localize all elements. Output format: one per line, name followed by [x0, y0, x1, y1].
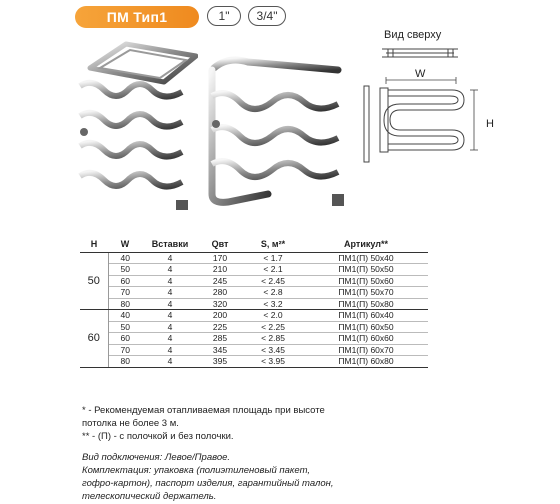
cell-article: ПМ1(П) 50x60 [304, 275, 428, 287]
cell-w: 40 [108, 310, 142, 322]
product-title-banner [75, 6, 199, 28]
cell-inserts: 4 [142, 344, 198, 356]
cell-area: < 2.8 [242, 287, 304, 299]
height-cell: 60 [80, 310, 108, 368]
cell-inserts: 4 [142, 298, 198, 310]
cell-area: < 3.45 [242, 344, 304, 356]
cell-w: 80 [108, 356, 142, 368]
cell-inserts: 4 [142, 252, 198, 264]
height-cell: 50 [80, 252, 108, 310]
cell-power: 200 [198, 310, 242, 322]
kit-contents-2: гофро-картон), паспорт изделия, гарантийный талон, [82, 478, 334, 489]
cell-inserts: 4 [142, 356, 198, 368]
width-dimension-label: W [415, 68, 426, 80]
cell-inserts: 4 [142, 287, 198, 299]
cell-inserts: 4 [142, 333, 198, 345]
cell-w: 50 [108, 321, 142, 333]
size-option-3-4-inch[interactable] [248, 6, 286, 26]
cell-power: 245 [198, 275, 242, 287]
cell-article: ПМ1(П) 50x80 [304, 298, 428, 310]
table-row [80, 356, 428, 368]
height-dimension-label: H [486, 118, 494, 130]
front-view-drawing [360, 76, 484, 168]
cell-w: 60 [108, 275, 142, 287]
cell-power: 170 [198, 252, 242, 264]
cell-area: < 3.95 [242, 356, 304, 368]
cell-area: < 2.85 [242, 333, 304, 345]
cell-w: 80 [108, 298, 142, 310]
cell-article: ПМ1(П) 50x70 [304, 287, 428, 299]
cell-inserts: 4 [142, 321, 198, 333]
table-row [80, 321, 428, 333]
cell-inserts: 4 [142, 275, 198, 287]
size-option-1-inch[interactable] [207, 6, 241, 26]
cell-area: < 2.0 [242, 310, 304, 322]
footnote-area-cont: потолка не более 3 м. [82, 418, 179, 429]
table-row [80, 252, 428, 264]
cell-power: 210 [198, 264, 242, 276]
cell-article: ПМ1(П) 60x80 [304, 356, 428, 368]
header-w: W [108, 236, 142, 252]
header-power: Qвт [198, 236, 242, 252]
cell-w: 50 [108, 264, 142, 276]
cell-w: 40 [108, 252, 142, 264]
cell-inserts: 4 [142, 310, 198, 322]
kit-contents-1: Комплектация: упаковка (полиэтиленовый пакет, [82, 465, 311, 476]
footnote-area: * - Рекомендуемая отапливаемая площадь при высоте [82, 405, 325, 416]
cell-article: ПМ1(П) 60x60 [304, 333, 428, 345]
cell-area: < 2.25 [242, 321, 304, 333]
table-row [80, 275, 428, 287]
top-view-drawing [378, 43, 462, 65]
header-h: H [80, 236, 108, 252]
cell-inserts: 4 [142, 264, 198, 276]
cell-area: < 1.7 [242, 252, 304, 264]
cell-article: ПМ1(П) 50x50 [304, 264, 428, 276]
spacer [82, 443, 522, 451]
cell-w: 70 [108, 287, 142, 299]
cell-article: ПМ1(П) 60x70 [304, 344, 428, 356]
footnote-shelf: ** - (П) - с полочкой и без полочки. [82, 431, 234, 442]
cell-area: < 2.1 [242, 264, 304, 276]
header-area: S, м²* [242, 236, 304, 252]
size-label: 1" [218, 9, 230, 23]
table-row [80, 344, 428, 356]
cell-article: ПМ1(П) 50x40 [304, 252, 428, 264]
cell-w: 60 [108, 333, 142, 345]
table-row [80, 310, 428, 322]
cell-power: 225 [198, 321, 242, 333]
header-article: Артикул** [304, 236, 428, 252]
table-row [80, 298, 428, 310]
product-photo-without-shelf [188, 44, 353, 214]
footnotes [82, 404, 522, 503]
product-photo-with-shelf [68, 38, 198, 218]
cell-power: 320 [198, 298, 242, 310]
table-row [80, 264, 428, 276]
table-row [80, 333, 428, 345]
cell-power: 280 [198, 287, 242, 299]
cell-article: ПМ1(П) 60x50 [304, 321, 428, 333]
top-view-label: Вид сверху [384, 29, 442, 41]
cell-article: ПМ1(П) 60x40 [304, 310, 428, 322]
cell-area: < 3.2 [242, 298, 304, 310]
connection-type: Вид подключения: Левое/Правое. [82, 452, 231, 463]
size-label: 3/4" [256, 9, 278, 23]
cell-power: 345 [198, 344, 242, 356]
cell-power: 285 [198, 333, 242, 345]
table-row [80, 287, 428, 299]
kit-contents-3: телескопический держатель. [82, 491, 217, 502]
specifications-table [80, 236, 428, 368]
cell-power: 395 [198, 356, 242, 368]
table-header-row [80, 236, 428, 252]
header-inserts: Вставки [142, 236, 198, 252]
cell-w: 70 [108, 344, 142, 356]
product-title: ПМ Тип1 [106, 9, 168, 25]
cell-area: < 2.45 [242, 275, 304, 287]
